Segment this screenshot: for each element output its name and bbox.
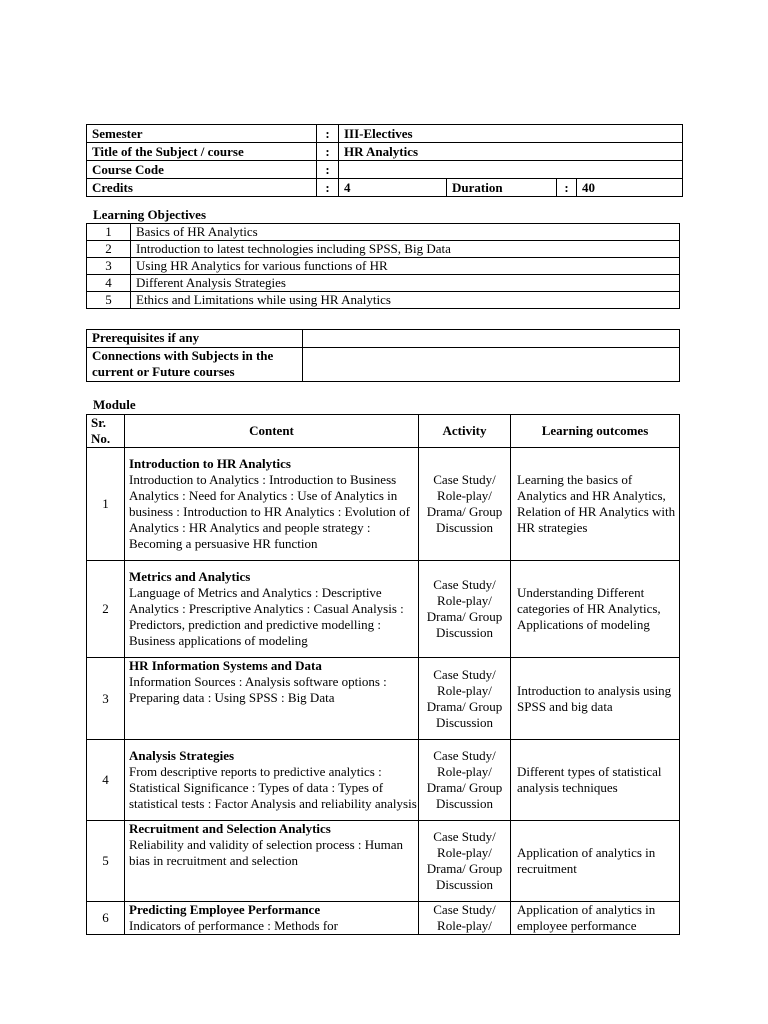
objective-no: 2 (87, 241, 131, 258)
objective-no: 1 (87, 224, 131, 241)
module-no: 5 (87, 821, 125, 902)
objective-text: Ethics and Limitations while using HR Analytics (131, 292, 680, 309)
code-row (87, 161, 683, 179)
module-body: Information Sources : Analysis software options : Preparing data : Using SPSS : Big Data (129, 674, 387, 705)
header-outcomes: Learning outcomes (511, 415, 680, 448)
module-activity: Case Study/ Role-play/ Drama/ Group Discussion (419, 658, 511, 740)
module-no: 1 (87, 448, 125, 561)
module-title: Recruitment and Selection Analytics (129, 821, 331, 836)
colon: : (557, 179, 577, 197)
module-activity: Case Study/ Role-play/ Drama/ Group Discussion (419, 561, 511, 658)
module-row (87, 658, 680, 740)
module-row (87, 448, 680, 561)
connections-label: Connections with Subjects in the current or Future courses (87, 348, 303, 382)
connections-row (87, 348, 680, 382)
colon: : (317, 161, 339, 179)
module-outcome: Different types of statistical analysis techniques (511, 740, 680, 821)
objective-no: 3 (87, 258, 131, 275)
connections-value (303, 348, 680, 382)
module-row (87, 561, 680, 658)
objective-text: Basics of HR Analytics (131, 224, 680, 241)
credits-row (87, 179, 683, 197)
prereq-label: Prerequisites if any (87, 330, 303, 348)
prereq-value (303, 330, 680, 348)
module-content (125, 561, 419, 658)
objective-row (87, 275, 680, 292)
module-content (125, 658, 419, 740)
title-value: HR Analytics (339, 143, 683, 161)
objective-row (87, 258, 680, 275)
prereq-row (87, 330, 680, 348)
module-no: 4 (87, 740, 125, 821)
module-activity: Case Study/ Role-play/ Drama/ Group Discussion (419, 821, 511, 902)
module-activity: Case Study/ Role-play/ Drama/ Group Discussion (419, 448, 511, 561)
module-body: Reliability and validity of selection process : Human bias in recruitment and selection (129, 837, 404, 868)
header-content: Content (125, 415, 419, 448)
module-row (87, 821, 680, 902)
semester-value: III-Electives (339, 125, 683, 143)
module-activity: Case Study/ Role-play/ Drama/ Group Discussion (419, 740, 511, 821)
module-no: 3 (87, 658, 125, 740)
objective-text: Different Analysis Strategies (131, 275, 680, 292)
credits-value: 4 (339, 179, 447, 197)
colon: : (317, 143, 339, 161)
module-outcome: Understanding Different categories of HR Analytics, Applications of modeling (511, 561, 680, 658)
module-outcome: Learning the basics of Analytics and HR Analytics, Relation of HR Analytics with HR strategies (511, 448, 680, 561)
module-heading: Module (93, 397, 136, 412)
module-outcome: Application of analytics in employee performance (511, 902, 680, 935)
module-activity: Case Study/ Role-play/ (419, 902, 511, 935)
module-content (125, 821, 419, 902)
semester-row (87, 125, 683, 143)
objective-text: Using HR Analytics for various functions of HR (131, 258, 680, 275)
objective-text: Introduction to latest technologies including SPSS, Big Data (131, 241, 680, 258)
semester-label: Semester (87, 125, 317, 143)
objective-row (87, 241, 680, 258)
objective-no: 5 (87, 292, 131, 309)
module-title: Predicting Employee Performance (129, 902, 321, 917)
module-title: HR Information Systems and Data (129, 658, 322, 673)
colon: : (317, 179, 339, 197)
header-sr-no: Sr. No. (87, 415, 125, 448)
module-body: Introduction to Analytics : Introduction to Business Analytics : Need for Analytics : Use of Analytics in business : Introduction to HR Analytics : Evolution of Analytics : HR Analytics and people strategy : Becoming a persuasive HR function (129, 472, 410, 551)
objectives-heading: Learning Objectives (93, 207, 207, 222)
credits-label: Credits (87, 179, 317, 197)
module-title: Introduction to HR Analytics (129, 456, 291, 471)
module-content (125, 448, 419, 561)
module-body: Indicators of performance : Methods for (129, 918, 339, 933)
module-content (125, 902, 419, 935)
code-label: Course Code (87, 161, 317, 179)
module-no: 2 (87, 561, 125, 658)
module-body: From descriptive reports to predictive analytics : Statistical Significance : Types of data : Types of statistical tests : Factor Analysis and reliability analysis (129, 764, 417, 811)
module-title: Metrics and Analytics (129, 569, 251, 584)
duration-label: Duration (447, 179, 557, 197)
module-no: 6 (87, 902, 125, 935)
title-row (87, 143, 683, 161)
colon: : (317, 125, 339, 143)
course-info-table (86, 124, 683, 197)
module-outcome: Application of analytics in recruitment (511, 821, 680, 902)
objective-row (87, 224, 680, 241)
prerequisites-table (86, 329, 680, 382)
duration-value: 40 (577, 179, 683, 197)
objective-no: 4 (87, 275, 131, 292)
objective-row (87, 292, 680, 309)
module-outcome: Introduction to analysis using SPSS and big data (511, 658, 680, 740)
module-row (87, 902, 680, 935)
module-body: Language of Metrics and Analytics : Descriptive Analytics : Prescriptive Analytics : Casual Analysis : Predictors, prediction and predictive modelling : Business applications of modeling (129, 585, 404, 648)
objectives-table (86, 223, 680, 309)
module-header-row (87, 415, 680, 448)
module-content (125, 740, 419, 821)
code-value (339, 161, 683, 179)
title-label: Title of the Subject / course (87, 143, 317, 161)
module-table (86, 414, 680, 935)
module-row (87, 740, 680, 821)
header-activity: Activity (419, 415, 511, 448)
module-title: Analysis Strategies (129, 748, 235, 763)
